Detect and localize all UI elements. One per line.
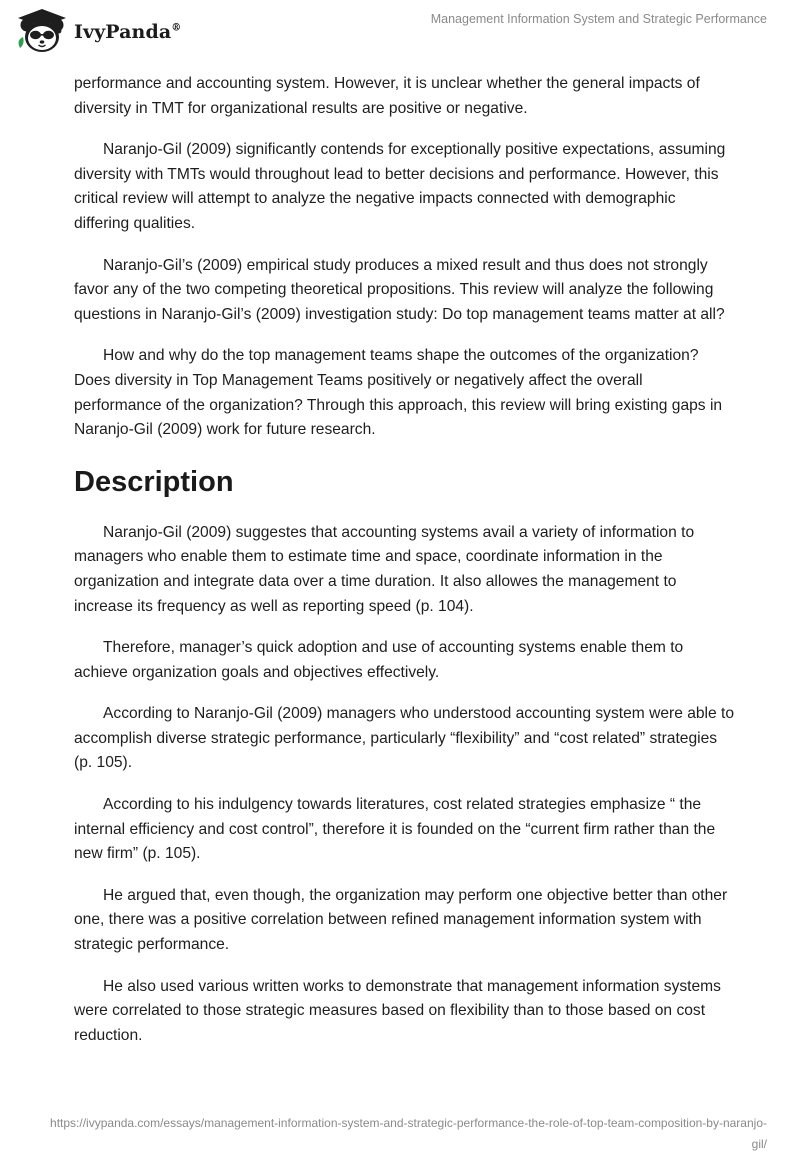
paragraph: According to Naranjo-Gil (2009) managers who understood accounting system were able to accomplish diverse strategic performance, particularly “flexibility” and “cost related” strategies (p. 105). xyxy=(74,705,735,772)
paragraph: Naranjo-Gil’s (2009) empirical study produces a mixed result and thus does not strongly favor any of the two competing theoretical propositions. This review will analyze the following questions in Naranjo-Gil’s (2009) investigation study: Do top management teams matter at all? xyxy=(74,256,725,323)
paragraph: According to his indulgency towards literatures, cost related strategies emphasize “ the internal efficiency and cost control”, therefore it is founded on the “current firm rather than the new firm” (p. 105). xyxy=(74,796,716,863)
source-url-link[interactable]: https://ivypanda.com/essays/management-information-system-and-strategic-performance-the-role-of-top-team-composition-by-naranjo-gil/ xyxy=(50,1116,767,1151)
essay-content xyxy=(74,72,734,1065)
paragraph: He also used various written works to demonstrate that management information systems were correlated to those strategic measures based on flexibility than to those based on cost reduction. xyxy=(74,977,721,1044)
paragraph: Therefore, manager’s quick adoption and use of accounting systems enable them to achieve organization goals and objectives effectively. xyxy=(74,639,684,681)
paragraph: How and why do the top management teams shape the outcomes of the organization? Does diversity in Top Management Teams positively or negatively affect the overall performance of the organization? Through this approach, this review will bring existing gaps in Naranjo-Gil (2009) work for future research. xyxy=(74,347,723,439)
paragraph: Naranjo-Gil (2009) significantly contends for exceptionally positive expectations, assuming diversity with TMTs would throughout lead to better decisions and performance. However, this critical review will attempt to analyze the negative impacts connected with demographic differing qualities. xyxy=(74,141,726,232)
paragraph: Naranjo-Gil (2009) suggestes that accounting systems avail a variety of information to managers who enable them to estimate time and space, coordinate information in the organization and integrate data over a time duration. It also allowes the management to increase its frequency as well as reporting speed (p. 104). xyxy=(74,523,695,615)
panda-logo-icon xyxy=(14,6,70,56)
page-header xyxy=(0,0,800,62)
registered-mark: ® xyxy=(171,22,182,34)
brand-logo[interactable] xyxy=(14,6,181,56)
brand-name: IvyPanda® xyxy=(74,21,182,43)
paragraph: performance and accounting system. However, it is unclear whether the general impacts of diversity in TMT for organizational results are positive or negative. xyxy=(74,75,700,117)
section-heading: Description xyxy=(74,465,234,498)
document-title: Management Information System and Strategic Performance xyxy=(430,12,767,26)
paragraph: He argued that, even though, the organization may perform one objective better than other one, there was a positive correlation between refined management information system with strategic performance. xyxy=(74,886,728,954)
